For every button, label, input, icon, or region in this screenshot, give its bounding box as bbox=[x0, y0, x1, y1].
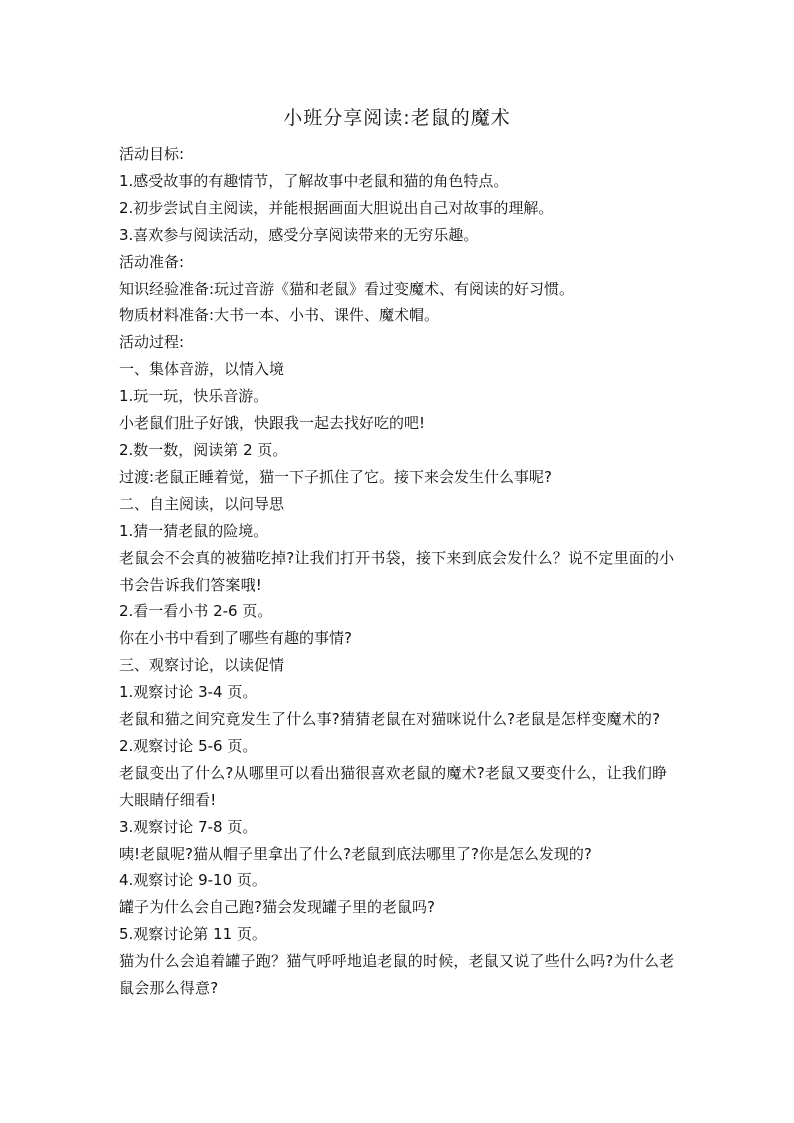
subsection-heading: 三、观察讨论，以读促情 bbox=[119, 656, 285, 675]
paragraph: 老鼠变出了什么?从哪里可以看出猫很喜欢老鼠的魔术?老鼠又要变什么，让我们睁大眼睛仔细看! bbox=[119, 763, 668, 809]
paragraph-line: 1.观察讨论 3-4 页。 bbox=[119, 683, 258, 702]
subsection-heading: 一、集体音游，以情入境 bbox=[119, 360, 285, 379]
section-heading-preparation: 活动准备: bbox=[119, 252, 185, 271]
paragraph-line: 3.喜欢参与阅读活动，感受分享阅读带来的无穷乐趣。 bbox=[119, 225, 479, 244]
section-heading-goals: 活动目标: bbox=[119, 145, 185, 163]
paragraph-line: 罐子为什么会自己跑?猫会发现罐子里的老鼠吗? bbox=[119, 898, 435, 917]
paragraph-line: 4.观察讨论 9-10 页。 bbox=[119, 871, 267, 890]
paragraph-line: 小老鼠们肚子好饿，快跟我一起去找好吃的吧! bbox=[119, 414, 426, 433]
paragraph-line: 5.观察讨论第 11 页。 bbox=[119, 925, 267, 944]
paragraph-line: 2.初步尝试自主阅读，并能根据画面大胆说出自己对故事的理解。 bbox=[119, 198, 554, 217]
section-heading-process: 活动过程: bbox=[119, 333, 185, 352]
paragraph-line: 你在小书中看到了哪些有趣的事情? bbox=[119, 629, 352, 648]
paragraph-line: 咦!老鼠呢?猫从帽子里拿出了什么?老鼠到底法哪里了?你是怎么发现的? bbox=[119, 844, 592, 863]
paragraph-line: 物质材料准备:大书一本、小书、课件、魔术帽。 bbox=[119, 306, 440, 325]
document-body bbox=[119, 141, 679, 1002]
paragraph-line: 1.玩一玩，快乐音游。 bbox=[119, 387, 269, 406]
paragraph: 老鼠会不会真的被猫吃掉?让我们打开书袋，接下来到底会发什么？说不定里面的小书会告诉我们答案哦! bbox=[119, 548, 675, 594]
paragraph-line: 1.感受故事的有趣情节，了解故事中老鼠和猫的角色特点。 bbox=[119, 171, 509, 190]
paragraph-line: 2.观察讨论 5-6 页。 bbox=[119, 736, 258, 755]
paragraph-line: 过渡:老鼠正睡着觉，猫一下子抓住了它。接下来会发生什么事呢? bbox=[119, 467, 553, 486]
paragraph-line: 2.看一看小书 2-6 页。 bbox=[119, 602, 273, 621]
paragraph-line: 2.数一数，阅读第 2 页。 bbox=[119, 440, 288, 459]
paragraph: 老鼠和猫之间究竟发生了什么事?猜猜老鼠在对猫咪说什么?老鼠是怎样变魔术的? bbox=[119, 710, 661, 729]
document-title: 小班分享阅读:老鼠的魔术 bbox=[283, 107, 511, 129]
paragraph-line: 3.观察讨论 7-8 页。 bbox=[119, 817, 258, 836]
paragraph: 猫为什么会追着罐子跑？猫气呼呼地追老鼠的时候，老鼠又说了些什么吗?为什么老鼠会那么得意? bbox=[119, 952, 675, 998]
paragraph-line: 1.猜一猜老鼠的险境。 bbox=[119, 521, 269, 540]
subsection-heading: 二、自主阅读，以问导思 bbox=[119, 494, 285, 513]
paragraph-line: 知识经验准备:玩过音游《猫和老鼠》看过变魔术、有阅读的好习惯。 bbox=[119, 279, 575, 298]
